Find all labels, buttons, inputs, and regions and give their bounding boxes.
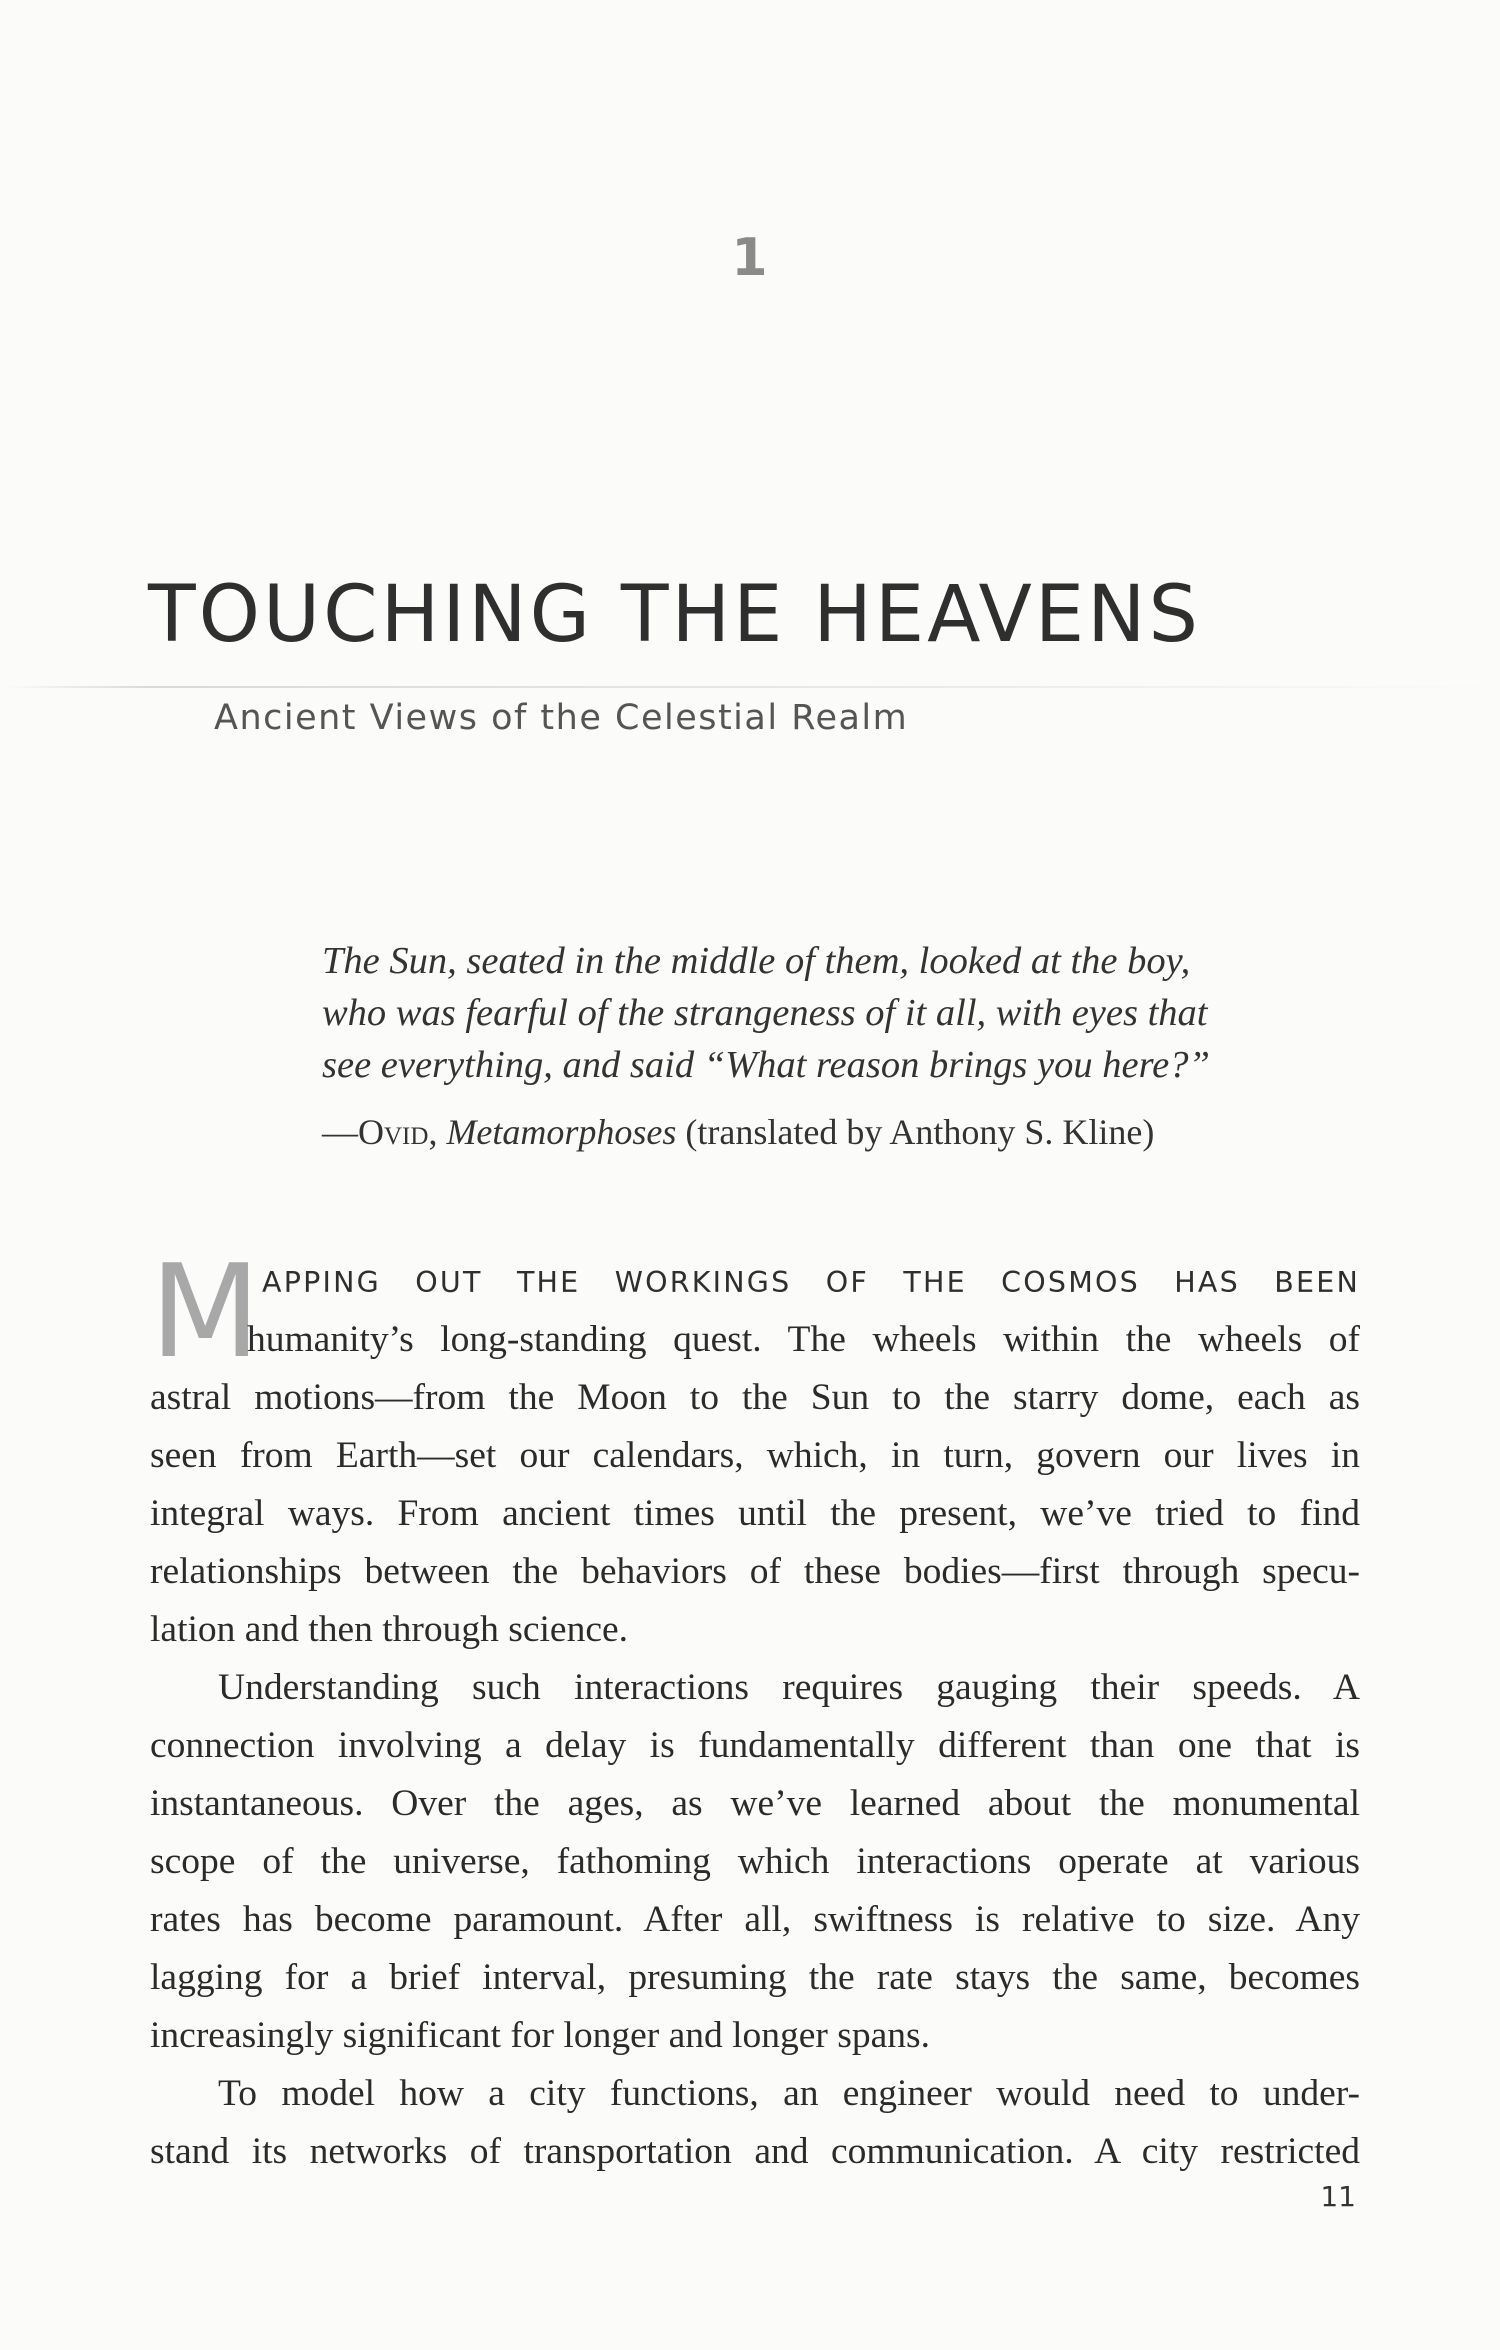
attribution-dash: — bbox=[322, 1112, 358, 1152]
page-number: 11 bbox=[1320, 2180, 1356, 2213]
body-line: increasingly significant for longer and longer spans. bbox=[150, 2015, 930, 2056]
drop-cap: M bbox=[150, 1238, 261, 1387]
body-line: integral ways. From ancient times until the present, we’ve tried to find bbox=[150, 1493, 1360, 1534]
body-line: rates has become paramount. After all, swiftness is relative to size. Any bbox=[150, 1899, 1360, 1940]
body-line: Understanding such interactions requires gauging their speeds. A bbox=[218, 1667, 1360, 1708]
epigraph bbox=[322, 935, 1222, 1157]
body-line: astral motions—from the Moon to the Sun to the starry dome, each as bbox=[150, 1377, 1360, 1418]
body-line: seen from Earth—set our calendars, which, in turn, govern our lives in bbox=[150, 1435, 1360, 1476]
chapter-subtitle: Ancient Views of the Celestial Realm bbox=[214, 698, 909, 738]
body-text bbox=[150, 1369, 1360, 2181]
opening-small-caps-line: APPING OUT THE WORKINGS OF THE COSMOS HAS BEEN bbox=[262, 1266, 1360, 1299]
body-line: scope of the universe, fathoming which interactions operate at various bbox=[150, 1841, 1360, 1882]
epigraph-attribution bbox=[322, 1107, 1222, 1157]
body-line: connection involving a delay is fundamentally different than one that is bbox=[150, 1725, 1360, 1766]
epigraph-line: see everything, and said “What reason brings you here?” bbox=[322, 1044, 1210, 1086]
body-line: To model how a city functions, an engineer would need to under- bbox=[218, 2073, 1360, 2114]
body-line: humanity’s long-standing quest. The wheels within the wheels of bbox=[247, 1319, 1360, 1360]
epigraph-line: The Sun, seated in the middle of them, looked at the boy, bbox=[322, 940, 1191, 982]
body-line: lation and then through science. bbox=[150, 1609, 628, 1650]
epigraph-line: who was fearful of the strangeness of it all, with eyes that bbox=[322, 992, 1208, 1034]
paragraph-2 bbox=[150, 1659, 1360, 2065]
body-line: instantaneous. Over the ages, as we’ve learned about the monumental bbox=[150, 1783, 1360, 1824]
body-line: relationships between the behaviors of these bodies—first through specu- bbox=[150, 1551, 1360, 1592]
scan-fold-line bbox=[0, 686, 1500, 688]
paragraph-1 bbox=[150, 1369, 1360, 1659]
attribution-separator: , bbox=[428, 1112, 447, 1152]
paragraph-3 bbox=[150, 2065, 1360, 2181]
attribution-author: Ovid bbox=[358, 1112, 429, 1152]
chapter-title: TOUCHING THE HEAVENS bbox=[148, 570, 1202, 660]
attribution-note: (translated by Anthony S. Kline) bbox=[676, 1112, 1155, 1152]
body-line: stand its networks of transportation and communication. A city restricted bbox=[150, 2131, 1360, 2172]
body-line: lagging for a brief interval, presuming the rate stays the same, becomes bbox=[150, 1957, 1360, 1998]
chapter-number: 1 bbox=[731, 228, 769, 288]
attribution-work: Metamorphoses bbox=[446, 1112, 677, 1152]
